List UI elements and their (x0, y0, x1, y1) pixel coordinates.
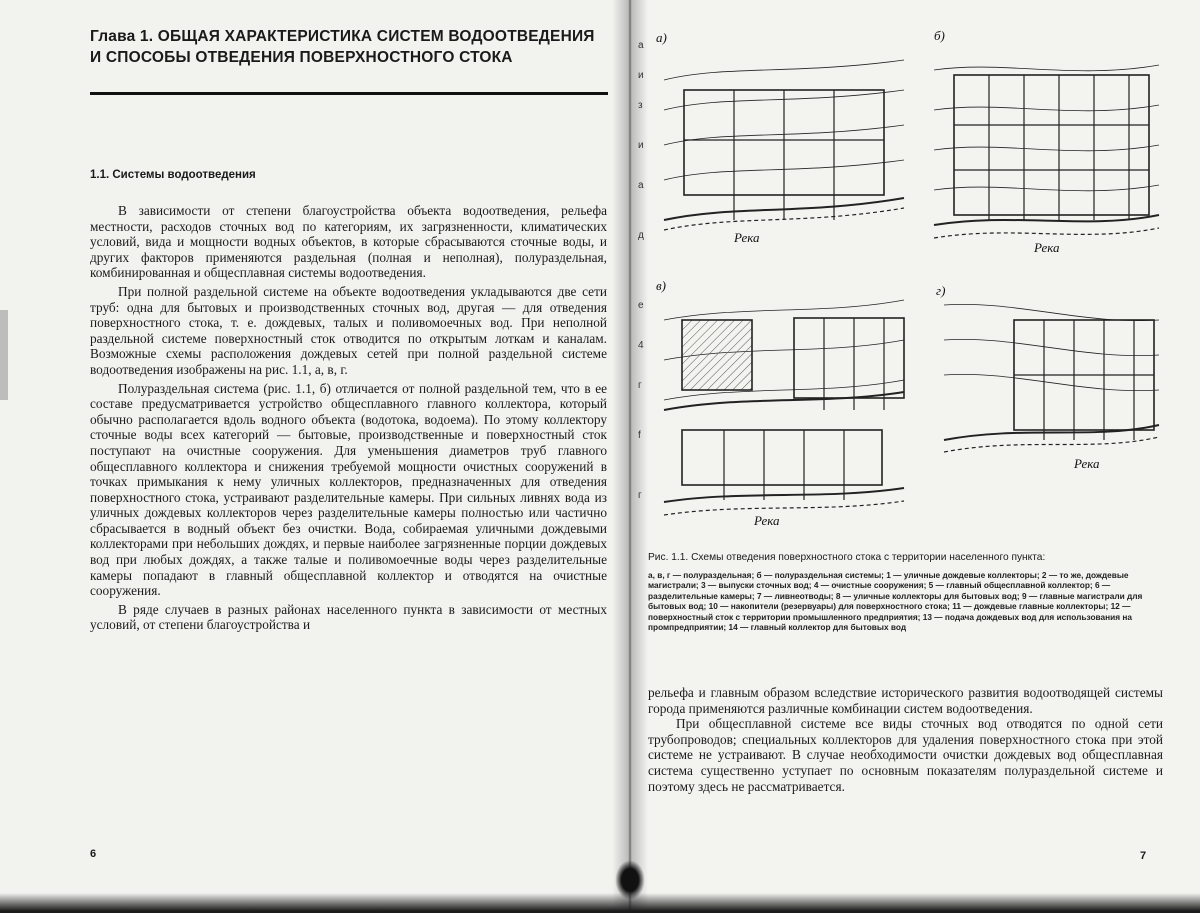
paragraph: рельефа и главным образом вследствие исторического развития водоотводящей системы города применяются различные комбинации систем водоотведения. (648, 685, 1163, 716)
panel-b-label: б) (934, 28, 945, 43)
river-label: Река (1074, 456, 1100, 471)
panel-v (664, 300, 904, 515)
scan-bottom-shadow (0, 893, 1200, 913)
river-label: Река (754, 513, 780, 528)
page-number-left: 6 (90, 848, 97, 860)
drainage-scheme-figure (644, 20, 1164, 545)
panel-g (944, 304, 1159, 452)
paragraph: При полной раздельной системе на объекте водоотведения укладываются две сети труб: одна для бытовых и производственных сточных вод, другая — для отведения поверхностного стока, т. е. дождевых, талых и поливомоечных вод. При неполной раздельной системе поверхностный сток отводится по открытым лоткам и каналам. Возможные схемы расположения дождевых сетей при полной раздельной системе водоотведения изображены на рис. 1.1, а, в, г. (90, 283, 607, 377)
page-number-right: 7 (1140, 850, 1147, 862)
chapter-title: Глава 1. ОБЩАЯ ХАРАКТЕРИСТИКА СИСТЕМ ВОДООТВЕДЕНИЯ И СПОСОБЫ ОТВЕДЕНИЯ ПОВЕРХНОСТНОГО СТОКА (90, 28, 595, 66)
paragraph: При общесплавной системе все виды сточных вод отводятся по одной сети трубопроводов; специальных коллекторов для удаления поверхностного стока при этой системе не устраивают. В случае необходимости очистки дождевых вод общесплавная система существенно уступает по основным показателям полураздельной системе и поэтому здесь не рассматривается. (648, 716, 1163, 794)
panel-v-label: в) (656, 278, 666, 293)
scan-edge-shadow (0, 310, 8, 400)
caption-legend: а, в, г — полураздельная; б — полураздельная системы; 1 — уличные дождевые коллекторы; 2 — то же, дождевые магистрали; 3 — выпуски сточных вод; 4 — очистные сооружения; 5 — главный общесплавной коллектор; 6 — разделительные камеры; 7 — ливнеотводы; 8 — уличные коллекторы для бытовых вод; 9 — главные магистрали для бытовых вод; 10 — накопители (резервуары) для поверхностного стока; 11 — дождевые главные коллекторы; 12 — поверхностный сток с территории промышленного предприятия; 13 — подача дождевых вод для использования на промпредприятии; 14 — главный коллектор для бытовых вод (648, 570, 1143, 633)
panel-g-label: г) (936, 283, 946, 298)
right-body-text (648, 685, 1163, 794)
paragraph: В зависимости от степени благоустройства объекта водоотведения, рельефа местности, расходов сточных вод по категориям, их загрязненности, климатических условий, вида и мощности водных объектов, в которые сбрасываются сточные воды, и других факторов применяются раздельная (полная и неполная), полураздельная, комбинированная и общесплавная системы водоотведения. (90, 203, 607, 281)
river-label: Река (734, 230, 760, 245)
river-label: Река (1034, 240, 1060, 255)
title-rule (90, 92, 608, 95)
figure-caption (648, 552, 1163, 632)
paragraph: Полураздельная система (рис. 1.1, б) отличается от полной раздельной тем, что в ее составе предусматривается устройство общесплавного главного коллектора, который обычно располагается вдоль водного объекта (водотока, водоема). По этому коллектору сточные воды всех категорий — бытовые, производственные и поверхностный сток поступают на очистные сооружения. Для уменьшения диаметров труб главного общесплавного коллектора и снижения требуемой мощности очистных сооружений в точках примыкания к нему уличных коллекторов, предназначенных для отведения поверхностного стока, устраивают разделительные камеры. При сильных ливнях вода из уличных дождевых коллекторов через разделительные камеры полностью или частично сбрасывается в водный объект без очистки. Вода, собираемая уличными дождевыми коллекторами при небольших дождях, и первые наиболее загрязненные порции дождевых вод при любых дождях, а также талые и поливомоечные воды через разделительные камеры попадают в главный общесплавной коллектор и отводятся на очистные сооружения. (90, 380, 607, 599)
binding-noise: a и з и а д е 4 г f г (638, 40, 644, 501)
section-title: 1.1. Системы водоотведения (90, 169, 256, 181)
panel-a (664, 60, 904, 230)
paragraph: В ряде случаев в разных районах населенного пункта в зависимости от местных условий, от степени благоустройства и (90, 601, 607, 633)
left-body-text (90, 203, 607, 633)
caption-title: Рис. 1.1. Схемы отведения поверхностного стока с территории населенного пункта: (648, 552, 1046, 563)
panel-b (934, 65, 1159, 238)
panel-a-label: а) (656, 30, 667, 45)
